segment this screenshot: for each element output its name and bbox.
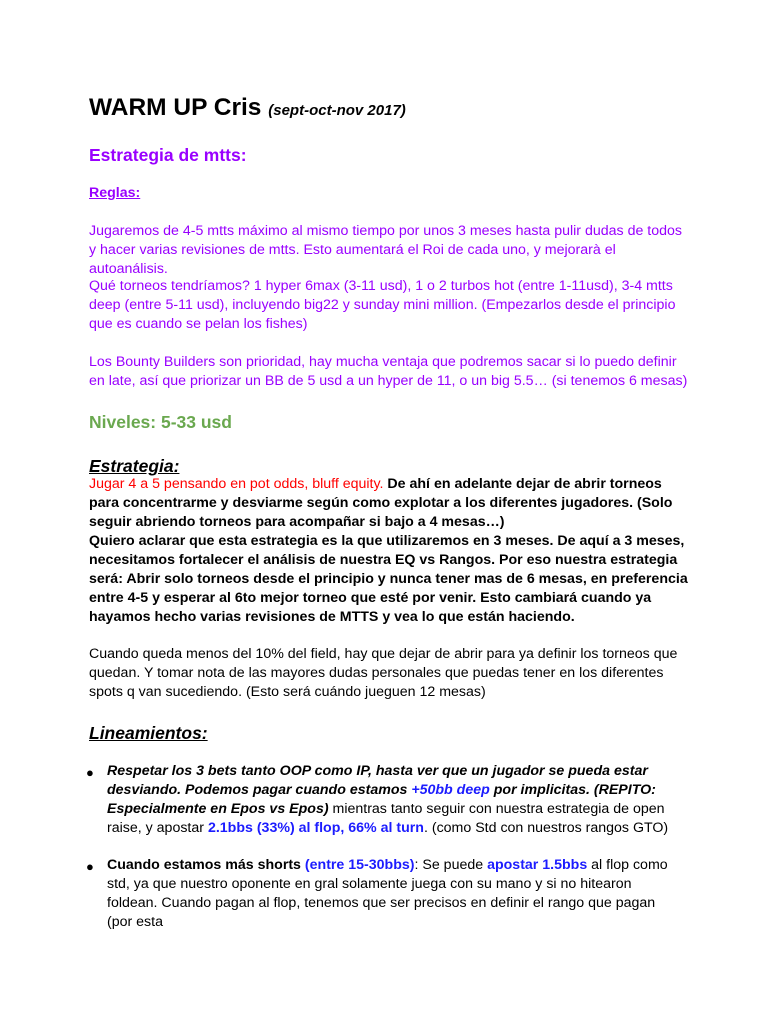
item-1-text-f: . (como Std con nuestros rangos GTO) — [423, 820, 669, 836]
item-2-bet: apostar 1.5bbs — [487, 857, 588, 873]
strategy-heading: Estrategia de mtts: — [89, 145, 247, 165]
estrategia-paragraph-2: Cuando queda menos del 10% del field, hay que dejar de abrir para ya definir los torneos que quedan. Y tomar nota de las mayores dudas personales que puedas tener en los diferentes spots q van sucediendo. (Esto será cuándo jueguen 12 mesas) — [89, 646, 678, 700]
estrategia-paragraph-1 — [89, 475, 689, 627]
item-2-text-c: : Se puede — [414, 857, 488, 873]
item-1-deep: +50bb deep — [411, 782, 490, 798]
estrategia-bold-text: De ahí en adelante dejar de abrir torneos para concentrarme y desviarme según como explotar a los diferentes jugadores. (Solo seguir abriendo torneos para acompañar si bajo a 4 mesas…) — [89, 476, 673, 530]
item-1-text-c: por implicitas. (REPITO: Especialmente en Epos vs Epos) — [107, 782, 656, 817]
lineamientos-heading: Lineamientos: — [89, 723, 208, 743]
rules-label: Reglas: — [89, 185, 141, 201]
item-1-bet-sizing: 2.1bbs (33%) al flop, 66% al turn — [207, 820, 424, 836]
rules-paragraph-2: Qué torneos tendríamos? 1 hyper 6max (3-11 usd), 1 o 2 turbos hot (entre 1-11usd), 3-4 mtts deep (entre 5-11 usd), incluyendo big22 y sunday mini million. (Empezarlos desde el principio que es cuando se pelan los fishes) — [89, 278, 676, 332]
item-1-text-a: Respetar los 3 bets tanto OOP como IP, hasta ver que un jugador se pueda estar desviando. Podemos pagar cuando estamos — [107, 763, 648, 798]
title-subtitle: (sept-oct-nov 2017) — [268, 102, 406, 119]
item-2-range: (entre 15-30bbs) — [304, 857, 415, 873]
estrategia-heading: Estrategia: — [89, 456, 180, 476]
item-2-text-e: al flop como std, ya que nuestro oponente en gral solamente juega con su mano y si no hitearon foldean. Cuando pagan al flop, tenemos que ser precisos en definir el rango que pagan (por esta — [107, 857, 668, 930]
title-main: WARM UP Cris — [89, 94, 262, 121]
item-2-text-a: Cuando estamos más shorts — [107, 857, 305, 873]
estrategia-bold-text-2: Quiero aclarar que esta estrategia es la que utilizaremos en 3 meses. De aquí a 3 meses, necesitamos fortalecer el análisis de nuestra EQ vs Rangos. Por eso nuestra estrategia será: Abrir solo torneos desde el principio y nunca tener mas de 6 mesas, en preferencia entre 4-5 y esperar al 6to mejor torneo que esté por venir. Esto cambiará cuando ya hayamos hecho varias revisiones de MTTS y vea lo que están haciendo. — [89, 533, 688, 625]
rules-paragraph-3: Los Bounty Builders son prioridad, hay mucha ventaja que podremos sacar si lo puedo definir en late, así que priorizar un BB de 5 usd a un hyper de 11, o un big 5.5… (si tenemos 6 mesas) — [89, 354, 688, 389]
item-1-text-d: mientras tanto seguir con nuestra estrategia de open raise, y apostar — [107, 801, 665, 836]
bullet-2-marker: ● — [86, 859, 94, 874]
bullet-1-marker: ● — [86, 765, 94, 780]
document-title — [89, 94, 689, 125]
lineamientos-item-1 — [107, 762, 682, 838]
levels-heading: Niveles: 5-33 usd — [89, 412, 232, 432]
lineamientos-item-2 — [107, 856, 682, 932]
estrategia-red-text: Jugar 4 a 5 pensando en pot odds, bluff equity. — [89, 476, 384, 492]
rules-paragraph-1: Jugaremos de 4-5 mtts máximo al mismo tiempo por unos 3 meses hasta pulir dudas de todos y hacer varias revisiones de mtts. Esto aumentará el Roi de cada uno, y mejorarà el autoanálisis. — [89, 223, 683, 277]
